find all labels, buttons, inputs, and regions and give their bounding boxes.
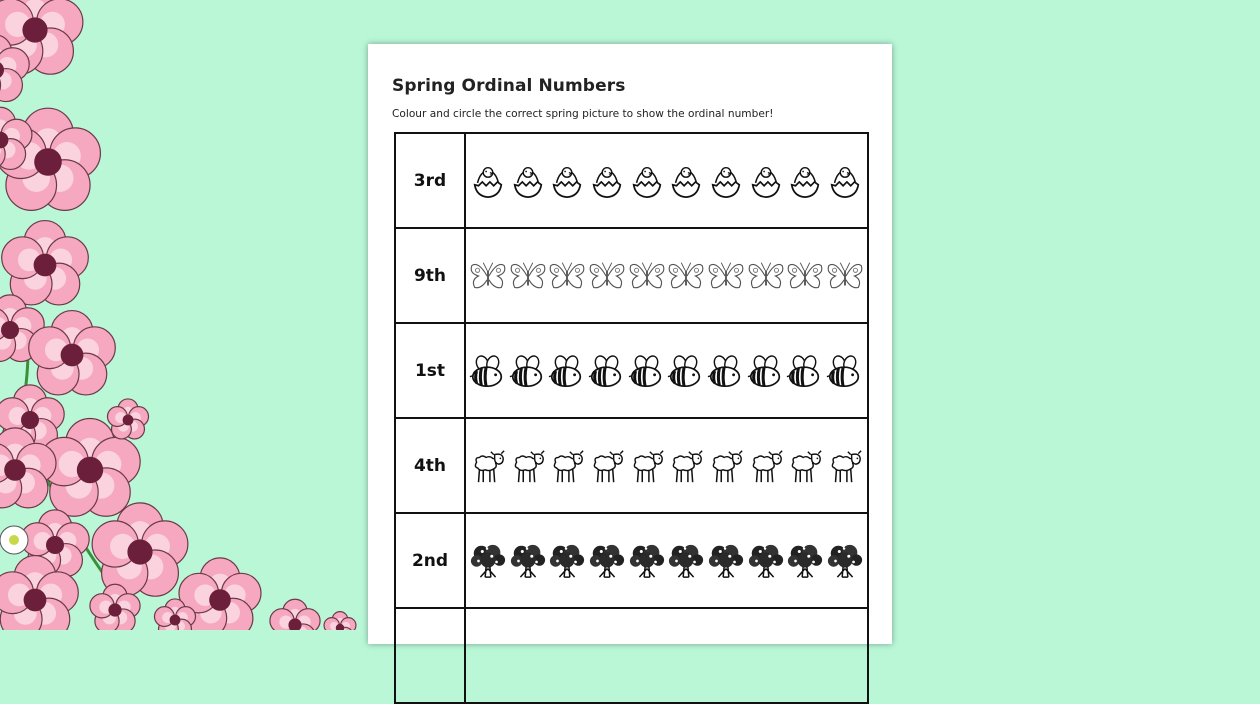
blossom-tree-icon[interactable] (628, 541, 666, 581)
ordinal-label: 3rd (396, 134, 466, 227)
chick-in-egg-icon[interactable] (667, 161, 705, 201)
lamb-icon[interactable] (548, 446, 586, 486)
blossom-tree-icon[interactable] (786, 541, 824, 581)
blossom-tree-icon[interactable] (588, 541, 626, 581)
butterfly-icon[interactable] (588, 256, 626, 296)
bee-icon[interactable] (707, 351, 745, 391)
ordinal-label (396, 609, 466, 702)
bee-icon[interactable] (826, 351, 864, 391)
bee-icon[interactable] (747, 351, 785, 391)
page-title: Spring Ordinal Numbers (392, 76, 626, 96)
bee-icon[interactable] (469, 351, 507, 391)
chick-in-egg-icon[interactable] (826, 161, 864, 201)
blossom-tree-icon[interactable] (747, 541, 785, 581)
lamb-icon[interactable] (707, 446, 745, 486)
instruction-text: Colour and circle the correct spring picture to show the ordinal number! (392, 108, 774, 120)
chick-in-egg-icon[interactable] (786, 161, 824, 201)
butterfly-icon[interactable] (548, 256, 586, 296)
picture-strip (466, 324, 867, 417)
butterfly-icon[interactable] (747, 256, 785, 296)
ordinal-label: 4th (396, 419, 466, 512)
butterfly-icon[interactable] (667, 256, 705, 296)
ordinal-row (396, 134, 867, 229)
lamb-icon[interactable] (628, 446, 666, 486)
bee-icon[interactable] (667, 351, 705, 391)
bee-icon[interactable] (548, 351, 586, 391)
blossom-tree-icon[interactable] (469, 541, 507, 581)
chick-in-egg-icon[interactable] (628, 161, 666, 201)
butterfly-icon[interactable] (826, 256, 864, 296)
lamb-icon[interactable] (747, 446, 785, 486)
worksheet-page (368, 44, 892, 644)
butterfly-icon[interactable] (786, 256, 824, 296)
ordinal-row (396, 229, 867, 324)
chick-in-egg-icon[interactable] (469, 161, 507, 201)
lamb-icon[interactable] (469, 446, 507, 486)
picture-strip (466, 609, 867, 702)
lamb-icon[interactable] (786, 446, 824, 486)
ordinal-table (394, 132, 869, 704)
chick-in-egg-icon[interactable] (747, 161, 785, 201)
blossom-tree-icon[interactable] (707, 541, 745, 581)
butterfly-icon[interactable] (469, 256, 507, 296)
butterfly-icon[interactable] (509, 256, 547, 296)
picture-strip (466, 419, 867, 512)
picture-strip (466, 514, 867, 607)
chick-in-egg-icon[interactable] (707, 161, 745, 201)
ordinal-row (396, 419, 867, 514)
blossom-tree-icon[interactable] (667, 541, 705, 581)
chick-in-egg-icon[interactable] (509, 161, 547, 201)
ordinal-label: 9th (396, 229, 466, 322)
bee-icon[interactable] (509, 351, 547, 391)
chick-in-egg-icon[interactable] (588, 161, 626, 201)
blossom-tree-icon[interactable] (548, 541, 586, 581)
lamb-icon[interactable] (509, 446, 547, 486)
blossom-tree-icon[interactable] (826, 541, 864, 581)
bee-icon[interactable] (628, 351, 666, 391)
bee-icon[interactable] (588, 351, 626, 391)
lamb-icon[interactable] (588, 446, 626, 486)
chick-in-egg-icon[interactable] (548, 161, 586, 201)
picture-strip (466, 134, 867, 227)
bee-icon[interactable] (786, 351, 824, 391)
blossom-tree-icon[interactable] (509, 541, 547, 581)
blossom-border-decoration (0, 0, 380, 630)
picture-strip (466, 229, 867, 322)
ordinal-row (396, 324, 867, 419)
butterfly-icon[interactable] (707, 256, 745, 296)
butterfly-icon[interactable] (628, 256, 666, 296)
ordinal-label: 2nd (396, 514, 466, 607)
ordinal-row (396, 609, 867, 704)
ordinal-label: 1st (396, 324, 466, 417)
lamb-icon[interactable] (667, 446, 705, 486)
lamb-icon[interactable] (826, 446, 864, 486)
ordinal-row (396, 514, 867, 609)
